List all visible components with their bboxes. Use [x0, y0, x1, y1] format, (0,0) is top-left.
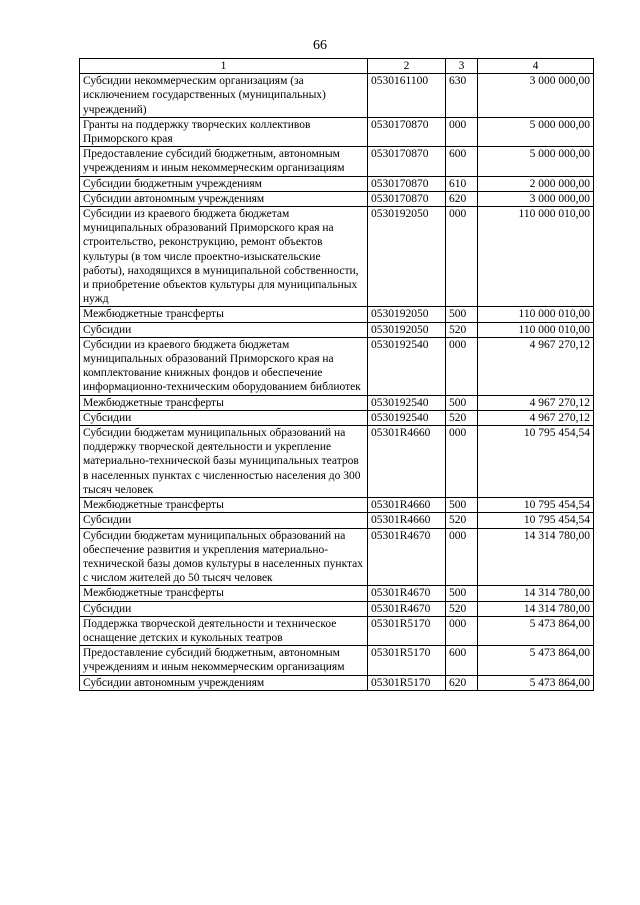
row-expense-type: 610 — [446, 176, 478, 191]
row-description: Субсидии — [80, 601, 368, 616]
table-row — [80, 307, 594, 322]
table-row — [80, 337, 594, 395]
row-expense-type: 600 — [446, 646, 478, 675]
row-amount: 10 795 454,54 — [478, 498, 594, 513]
row-target-code: 0530170870 — [368, 191, 446, 206]
row-expense-type: 000 — [446, 337, 478, 395]
row-description: Межбюджетные трансферты — [80, 307, 368, 322]
row-target-code: 0530161100 — [368, 74, 446, 118]
row-expense-type: 000 — [446, 528, 478, 586]
row-target-code: 05301R5170 — [368, 675, 446, 690]
row-target-code: 0530192540 — [368, 395, 446, 410]
row-amount: 5 473 864,00 — [478, 675, 594, 690]
row-target-code: 0530192540 — [368, 337, 446, 395]
row-expense-type: 000 — [446, 426, 478, 498]
row-expense-type: 000 — [446, 616, 478, 645]
row-expense-type: 630 — [446, 74, 478, 118]
row-description: Межбюджетные трансферты — [80, 498, 368, 513]
row-description: Субсидии бюджетам муниципальных образований на обеспечение развития и укрепления материально-технической базы домов культуры в населенных пунктах с числом жителей до 50 тысяч человек — [80, 528, 368, 586]
table-row — [80, 207, 594, 307]
row-target-code: 0530192050 — [368, 307, 446, 322]
row-expense-type: 600 — [446, 147, 478, 176]
row-expense-type: 520 — [446, 322, 478, 337]
row-expense-type: 620 — [446, 675, 478, 690]
row-amount: 5 000 000,00 — [478, 147, 594, 176]
row-description: Предоставление субсидий бюджетным, автономным учреждениям и иным некоммерческим организациям — [80, 646, 368, 675]
budget-table — [79, 58, 594, 691]
row-expense-type: 620 — [446, 191, 478, 206]
table-row — [80, 513, 594, 528]
row-target-code: 0530170870 — [368, 176, 446, 191]
row-target-code: 05301R4660 — [368, 426, 446, 498]
table-row — [80, 616, 594, 645]
table-row — [80, 74, 594, 118]
row-description: Субсидии — [80, 322, 368, 337]
row-expense-type: 500 — [446, 586, 478, 601]
row-expense-type: 500 — [446, 395, 478, 410]
row-description: Субсидии автономным учреждениям — [80, 191, 368, 206]
row-amount: 5 000 000,00 — [478, 117, 594, 146]
table-row — [80, 528, 594, 586]
row-target-code: 0530170870 — [368, 147, 446, 176]
table-row — [80, 646, 594, 675]
row-description: Предоставление субсидий бюджетным, автономным учреждениям и иным некоммерческим организациям — [80, 147, 368, 176]
row-target-code: 05301R4660 — [368, 498, 446, 513]
table-row — [80, 426, 594, 498]
row-expense-type: 000 — [446, 207, 478, 307]
table-row — [80, 675, 594, 690]
table-row — [80, 410, 594, 425]
row-amount: 14 314 780,00 — [478, 586, 594, 601]
row-expense-type: 500 — [446, 307, 478, 322]
row-target-code: 0530192540 — [368, 410, 446, 425]
row-amount: 3 000 000,00 — [478, 191, 594, 206]
table-row — [80, 147, 594, 176]
row-target-code: 0530170870 — [368, 117, 446, 146]
row-description: Субсидии из краевого бюджета бюджетам муниципальных образований Приморского края на строительство, реконструкцию, ремонт объектов культуры (в том числе проектно-изыскательские работы), находящихся в муниципальной собственности, и приобретение объектов культуры для муниципальных нужд — [80, 207, 368, 307]
table-body — [80, 74, 594, 691]
row-expense-type: 520 — [446, 410, 478, 425]
row-target-code: 05301R4670 — [368, 528, 446, 586]
row-target-code: 05301R5170 — [368, 646, 446, 675]
table-row — [80, 498, 594, 513]
row-amount: 110 000 010,00 — [478, 307, 594, 322]
table-row — [80, 191, 594, 206]
row-description: Межбюджетные трансферты — [80, 586, 368, 601]
column-header-2: 2 — [368, 59, 446, 74]
row-expense-type: 000 — [446, 117, 478, 146]
row-target-code: 05301R5170 — [368, 616, 446, 645]
row-expense-type: 520 — [446, 513, 478, 528]
column-header-4: 4 — [478, 59, 594, 74]
row-amount: 10 795 454,54 — [478, 513, 594, 528]
row-target-code: 0530192050 — [368, 207, 446, 307]
row-amount: 4 967 270,12 — [478, 410, 594, 425]
row-description: Субсидии бюджетным учреждениям — [80, 176, 368, 191]
table-row — [80, 176, 594, 191]
row-expense-type: 520 — [446, 601, 478, 616]
row-amount: 14 314 780,00 — [478, 528, 594, 586]
row-description: Поддержка творческой деятельности и техническое оснащение детских и кукольных театров — [80, 616, 368, 645]
table-row — [80, 601, 594, 616]
table-row — [80, 117, 594, 146]
row-amount: 14 314 780,00 — [478, 601, 594, 616]
row-description: Субсидии автономным учреждениям — [80, 675, 368, 690]
page-number: 66 — [313, 38, 327, 53]
column-header-1: 1 — [80, 59, 368, 74]
row-amount: 4 967 270,12 — [478, 395, 594, 410]
row-description: Гранты на поддержку творческих коллективов Приморского края — [80, 117, 368, 146]
table-header-row — [80, 59, 594, 74]
row-target-code: 0530192050 — [368, 322, 446, 337]
row-description: Субсидии бюджетам муниципальных образований на поддержку творческой деятельности и укрепление материально-технической базы муниципальных театров в населенных пунктах с численностью населения до 300 тысяч человек — [80, 426, 368, 498]
table-row — [80, 395, 594, 410]
row-description: Субсидии некоммерческим организациям (за исключением государственных (муниципальных) учреждений) — [80, 74, 368, 118]
row-expense-type: 500 — [446, 498, 478, 513]
row-amount: 2 000 000,00 — [478, 176, 594, 191]
row-amount: 110 000 010,00 — [478, 322, 594, 337]
table-row — [80, 322, 594, 337]
row-amount: 4 967 270,12 — [478, 337, 594, 395]
row-target-code: 05301R4670 — [368, 586, 446, 601]
row-description: Субсидии — [80, 410, 368, 425]
row-amount: 3 000 000,00 — [478, 74, 594, 118]
row-amount: 5 473 864,00 — [478, 616, 594, 645]
row-amount: 110 000 010,00 — [478, 207, 594, 307]
table-row — [80, 586, 594, 601]
column-header-3: 3 — [446, 59, 478, 74]
row-description: Межбюджетные трансферты — [80, 395, 368, 410]
row-target-code: 05301R4660 — [368, 513, 446, 528]
row-description: Субсидии из краевого бюджета бюджетам муниципальных образований Приморского края на комплектование книжных фондов и обеспечение информационно-техническим оборудованием библиотек — [80, 337, 368, 395]
row-description: Субсидии — [80, 513, 368, 528]
row-target-code: 05301R4670 — [368, 601, 446, 616]
row-amount: 5 473 864,00 — [478, 646, 594, 675]
row-amount: 10 795 454,54 — [478, 426, 594, 498]
